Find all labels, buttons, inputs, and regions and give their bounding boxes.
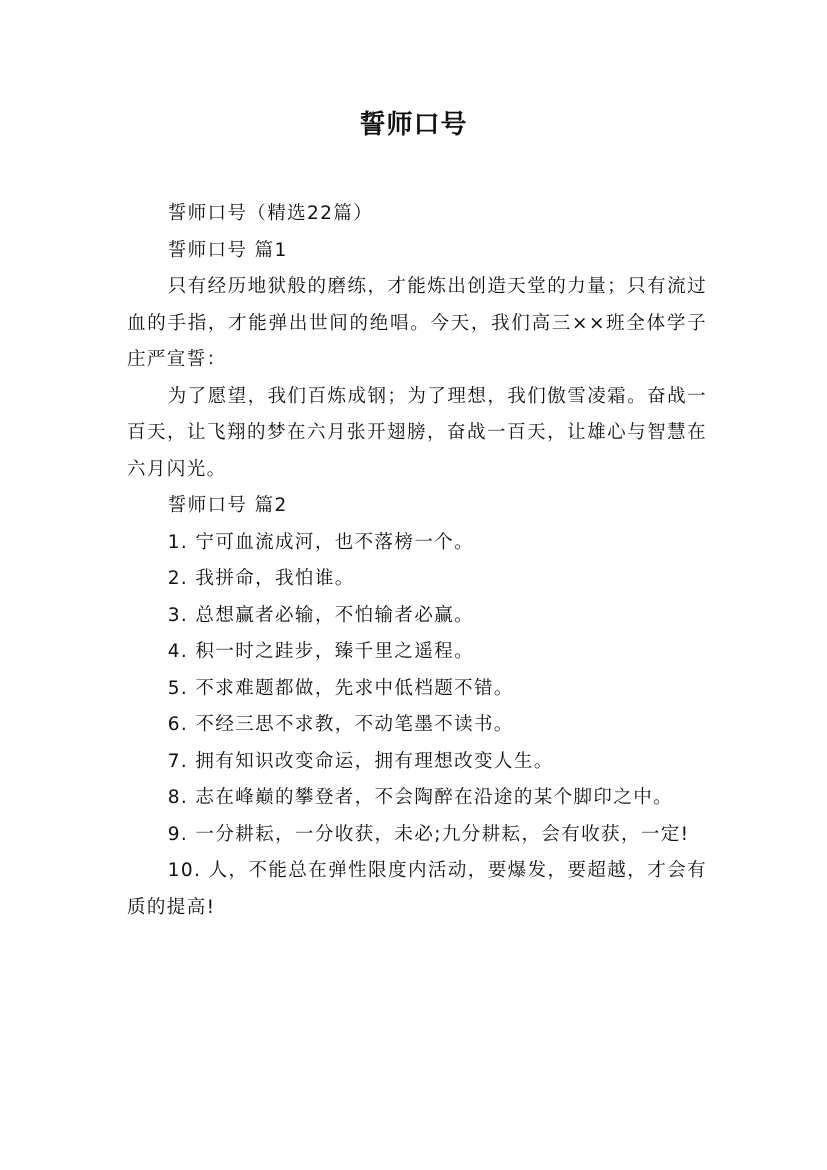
body-paragraph: 为了愿望，我们百炼成钢；为了理想，我们傲雪凌霜。奋战一百天，让飞翔的梦在六月张开翅膀，奋战一百天，让雄心与智慧在六月闪光。: [127, 385, 707, 480]
document-subtitle: 誓师口号（精选22篇）: [167, 203, 374, 224]
list-item: 9. 一分耕耘，一分收获，未必;九分耕耘，会有收获，一定!: [167, 823, 690, 845]
list-item: 3. 总想赢者必输，不怕输者必赢。: [167, 604, 475, 626]
document-body: [127, 196, 707, 926]
document-title: 誓师口号: [359, 110, 468, 140]
list-item: 8. 志在峰巅的攀登者，不会陶醉在沿途的某个脚印之中。: [167, 787, 674, 808]
list-item: 7. 拥有知识改变命运，拥有理想改变人生。: [167, 750, 554, 772]
body-paragraph: 只有经历地狱般的磨练，才能炼出创造天堂的力量；只有流过血的手指，才能弹出世间的绝唱。今天，我们高三××班全体学子庄严宣誓：: [127, 276, 707, 370]
list-item: 2. 我拼命，我怕谁。: [167, 568, 355, 589]
list-item: 1. 宁可血流成河，也不落榜一个。: [167, 531, 475, 553]
list-item: 4. 积一时之跬步，臻千里之遥程。: [167, 641, 475, 662]
list-item: 10. 人，不能总在弹性限度内活动，要爆发，要超越，才会有质的提高!: [127, 860, 707, 918]
section-heading: 誓师口号 篇1: [167, 239, 288, 261]
list-item: 6. 不经三思不求教，不动笔墨不读书。: [167, 714, 514, 735]
list-item: 5. 不求难题都做，先求中低档题不错。: [167, 677, 514, 699]
section-heading: 誓师口号 篇2: [167, 495, 288, 516]
